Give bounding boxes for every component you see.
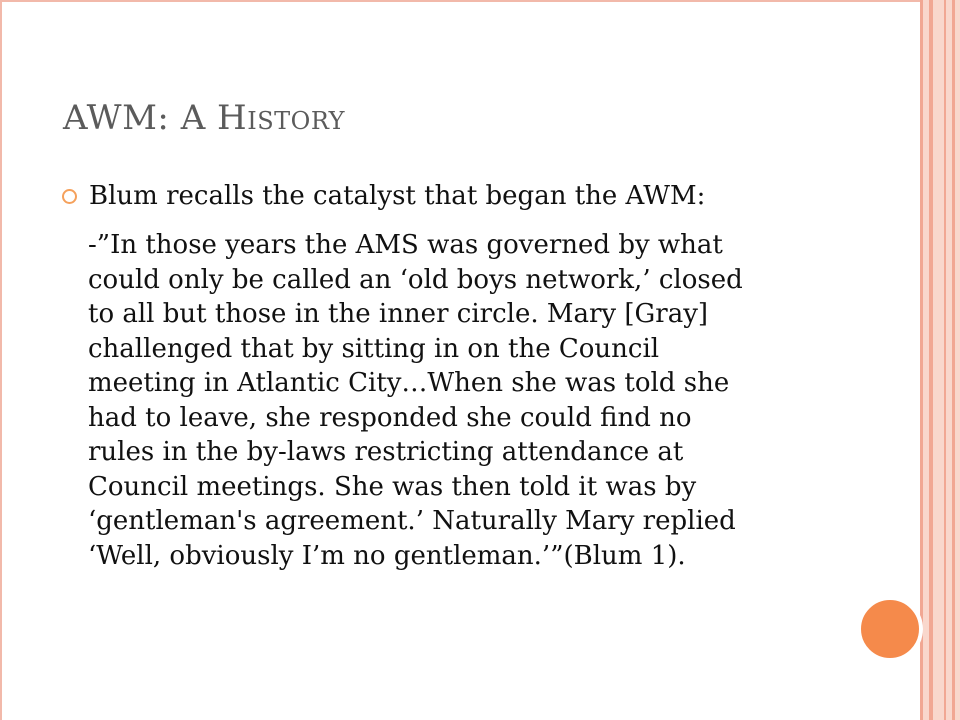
title-main: AWM: A H [63,98,248,138]
quote-line: challenged that by sitting in on the Council [88,333,660,364]
quote-line: ‘Well, obviously I’m no gentleman.’”(Blum 1). [88,540,686,571]
quote-line: meeting in Atlantic City…When she was told she [88,368,730,398]
frame-top-border [0,0,960,2]
quote-line: ‘gentleman's agreement.’ Naturally Mary replied [88,506,736,536]
decorative-stripe [944,0,946,720]
bullet-item [62,181,902,211]
decorative-stripe [952,0,955,720]
quote-line: rules in the by-laws restricting attendance at [88,437,684,467]
frame-left-border [0,0,2,720]
title-small-caps: istory [247,98,345,138]
quote-line: could only be called an ‘old boys network,’ closed [88,264,743,295]
quote-block [88,228,848,573]
orange-circle-icon [857,596,923,662]
slide-title [63,98,345,138]
decorative-stripe [920,0,923,720]
quote-line: -”In those years the AMS was governed by what [88,230,723,260]
decorative-stripe [929,0,933,720]
bullet-text: Blum recalls the catalyst that began the AWM: [89,181,706,211]
quote-line: had to leave, she responded she could find no [88,402,692,433]
quote-line: to all but those in the inner circle. Mary [Gray] [88,299,709,329]
ring-bullet-icon [62,189,77,204]
quote-line: Council meetings. She was then told it was by [88,471,697,502]
